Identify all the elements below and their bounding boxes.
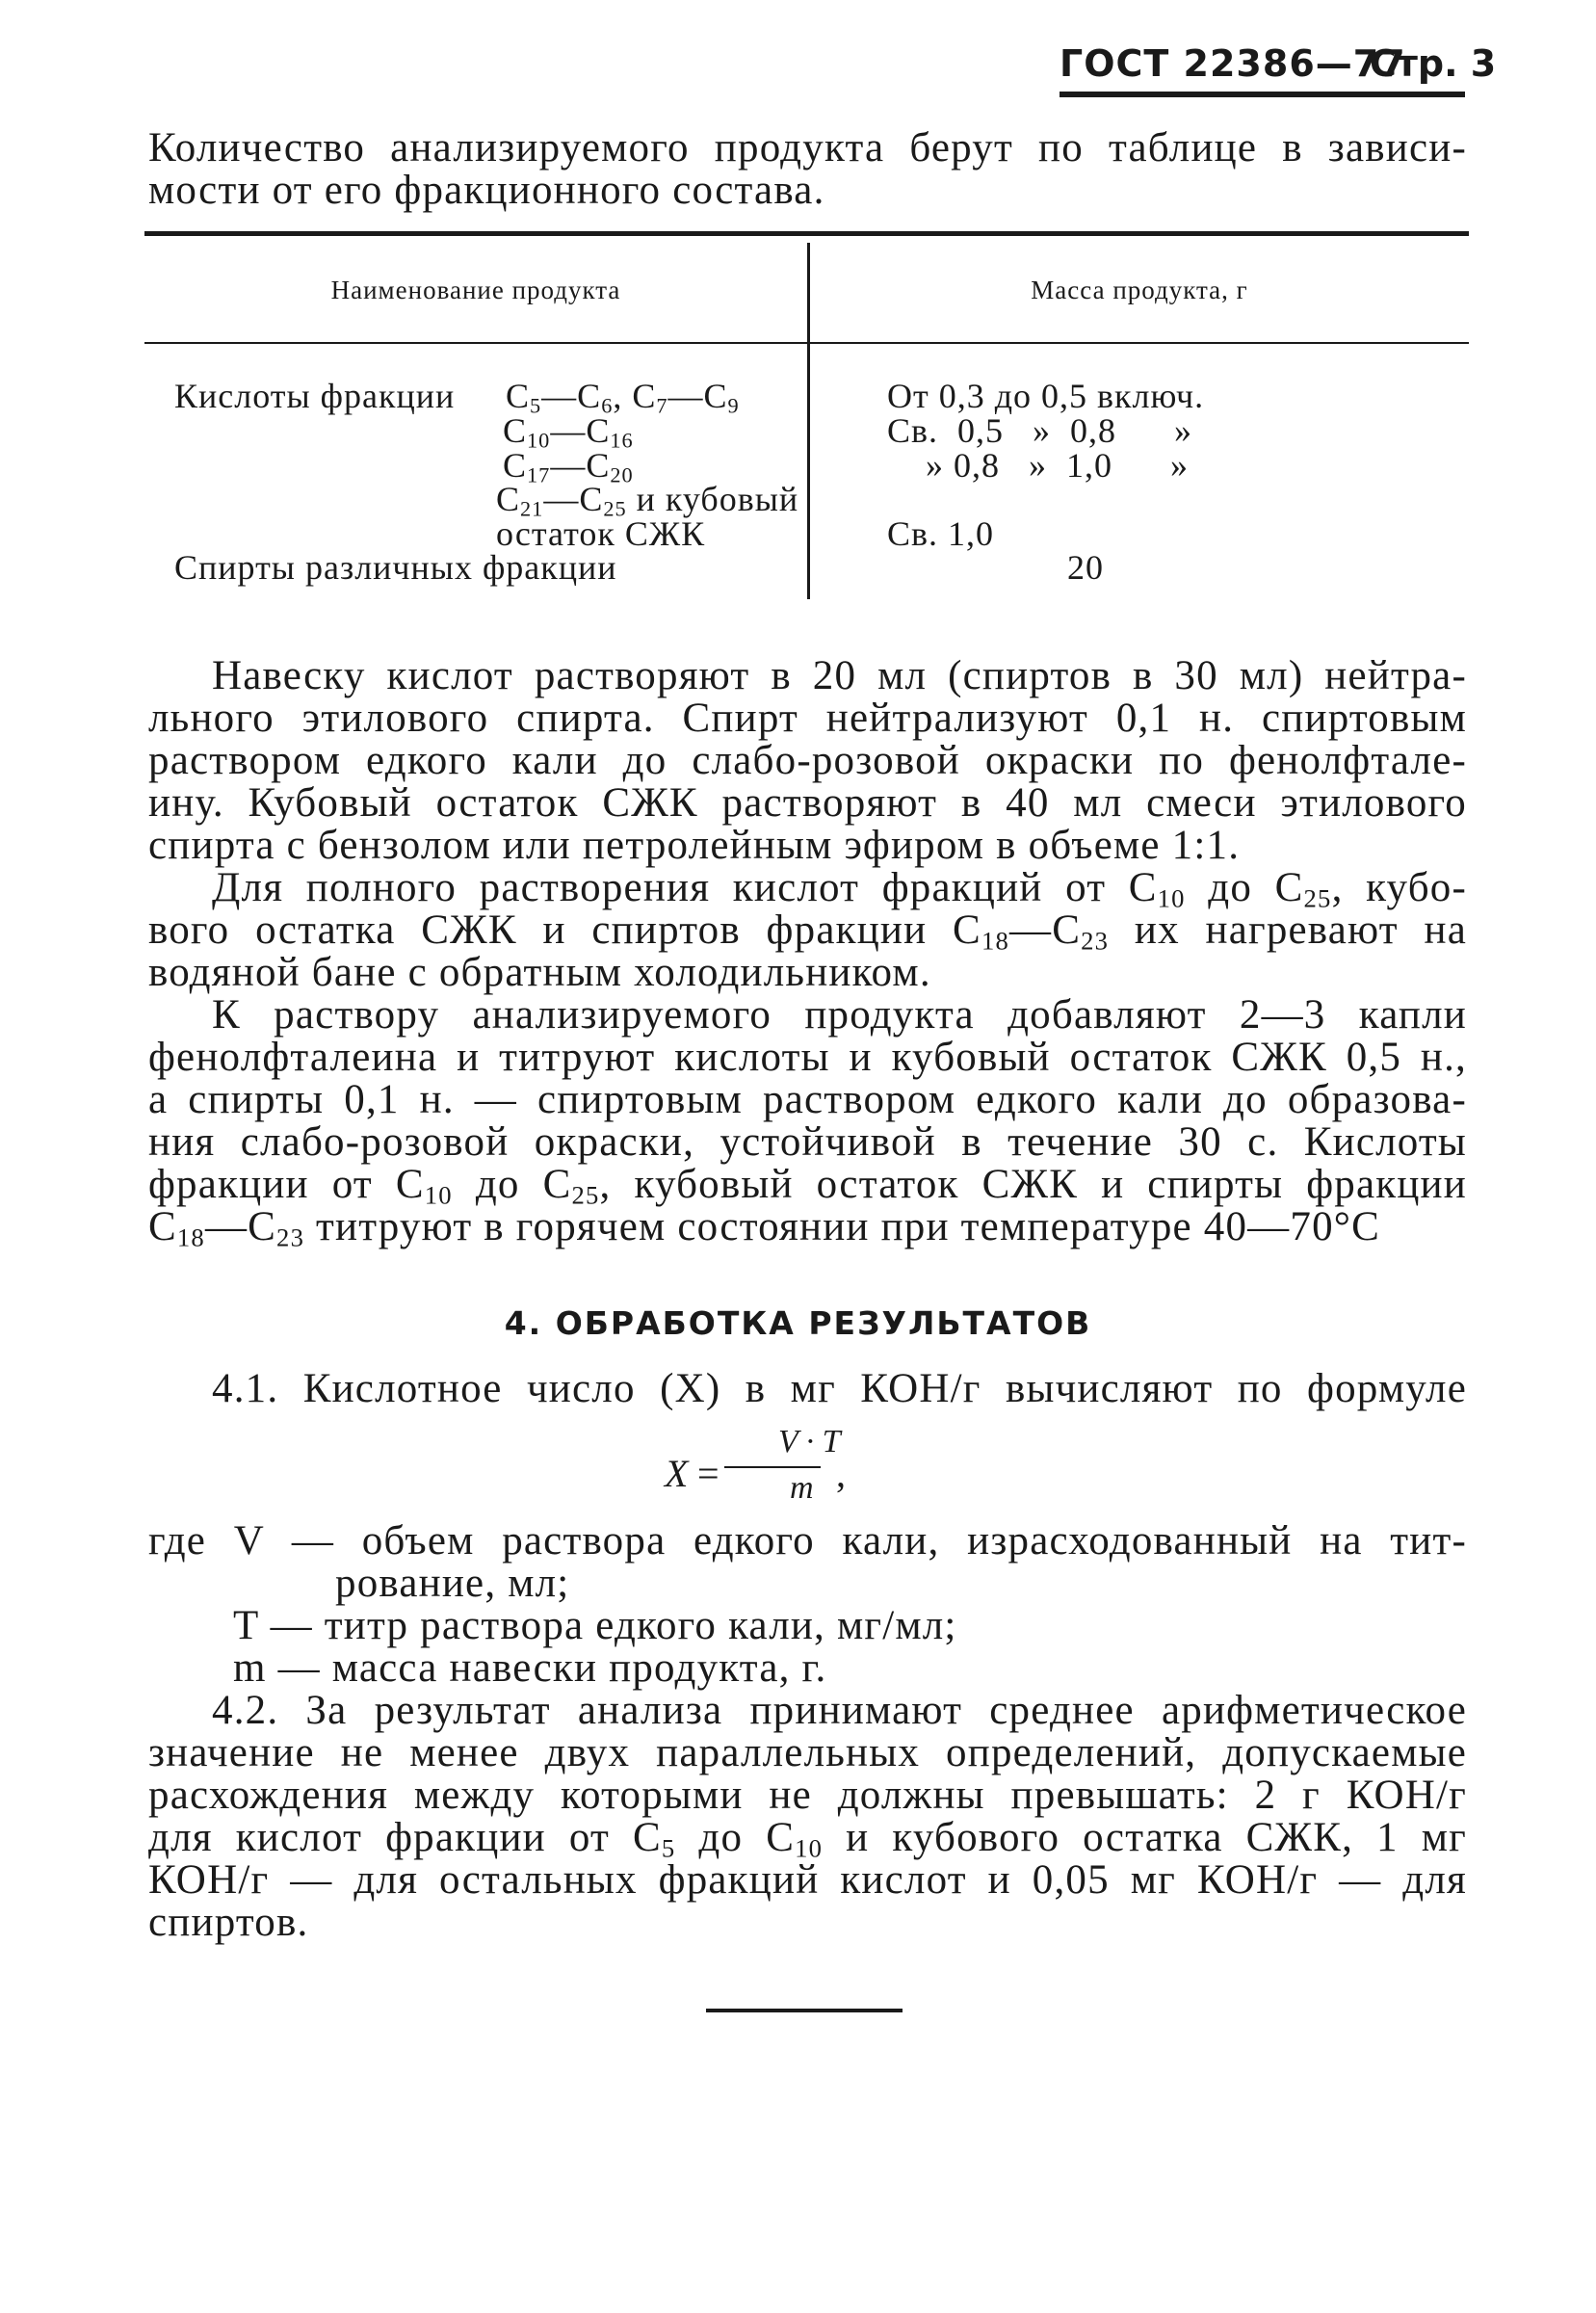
body-line: раствором едкого кали до слабо-розовой окраски по фенолфтале- — [148, 738, 1467, 783]
table-cell-fraction: $C_{17}—C_{20}$ — [503, 446, 634, 487]
body-line: значение не менее двух параллельных определений, допускаемые — [148, 1730, 1467, 1775]
body-line: вого остатка СЖК и спиртов фракции $C_{18}—C_{23}$ их нагревают на — [148, 907, 1467, 956]
formula-lhs: X — [665, 1452, 689, 1495]
table-header-product: Наименование продукта — [330, 276, 621, 304]
acid-number-formula — [665, 1424, 896, 1511]
fraction-bar — [724, 1466, 821, 1468]
sample-mass-table — [144, 231, 1469, 602]
table-cell-mass: От 0,3 до 0,5 включ. — [887, 377, 1205, 415]
body-line: 4.1. Кислотное число (X) в мг КОН/г вычисляют по формуле — [212, 1366, 1467, 1411]
section-heading: 4. ОБРАБОТКА РЕЗУЛЬТАТОВ — [504, 1304, 1092, 1342]
table-cell-mass: Св. 1,0 — [887, 514, 995, 553]
formula-numerator: V · T — [778, 1424, 841, 1459]
body-line: К раствору анализируемого продукта добавляют 2—3 капли — [212, 992, 1467, 1038]
body-line: ину. Кубовый остаток СЖК растворяют в 40 мл смеси этилового — [148, 780, 1467, 826]
table-cell-mass: Св. 0,5 » 0,8 » — [887, 411, 1193, 450]
intro-line-2: мости от его фракционного состава. — [148, 168, 825, 213]
intro-line-1: Количество анализируемого продукта берут по таблице в зависи- — [148, 125, 1467, 171]
table-column-divider — [807, 243, 810, 599]
body-line: спиртов. — [148, 1900, 309, 1945]
formula-equals: = — [697, 1452, 720, 1495]
body-line: для кислот фракции от $C_5$ до $C_{10}$ и кубового остатка СЖК, 1 мг — [148, 1815, 1468, 1863]
definition-line: T — титр раствора едкого кали, мг/мл; — [233, 1603, 957, 1648]
body-line: фенолфталеина и титруют кислоты и кубовый остаток СЖК 0,5 н., — [148, 1035, 1467, 1080]
body-line: а спирты 0,1 н. — спиртовым раствором едкого кали до образова- — [148, 1077, 1467, 1122]
table-cell-fraction: $C_{10}—C_{16}$ — [503, 411, 634, 453]
definition-line: m — масса навески продукта, г. — [233, 1645, 827, 1691]
table-cell-mass: » 0,8 » 1,0 » — [926, 446, 1189, 485]
table-cell-product: Кислоты фракции — [174, 377, 456, 415]
definition-line: рование, мл; — [335, 1561, 570, 1606]
body-line: 4.2. За результат анализа принимают среднее арифметическое — [212, 1688, 1467, 1733]
body-line: расхождения между которыми не должны превышать: 2 г КОН/г — [148, 1773, 1467, 1818]
table-cell-product: Спирты различных фракции — [174, 548, 617, 587]
page-header — [1060, 37, 1503, 94]
table-cell-fraction: $C_{21}—C_{25}$ и кубовый — [496, 480, 799, 521]
formula-comma: , — [836, 1452, 846, 1495]
body-line: КОН/г — для остальных фракций кислот и 0,05 мг КОН/г — для — [148, 1857, 1467, 1903]
body-line: водяной бане с обратным холодильником. — [148, 950, 931, 995]
body-line: Навеску кислот растворяют в 20 мл (спиртов в 30 мл) нейтра- — [212, 653, 1467, 698]
formula-denominator: m — [790, 1470, 814, 1506]
body-line: фракции от $C_{10}$ до $C_{25}$, кубовый остаток СЖК и спирты фракции — [148, 1162, 1467, 1210]
table-header-mass: Масса продукта, г — [1031, 276, 1248, 304]
end-rule — [706, 2009, 903, 2012]
table-cell-mass: 20 — [1067, 548, 1104, 587]
table-top-rule — [144, 231, 1469, 236]
body-line: спирта с бензолом или петролейным эфиром в объеме 1:1. — [148, 823, 1241, 868]
page-number: Стр. 3 — [1370, 42, 1497, 85]
body-line: ния слабо-розовой окраски, устойчивой в течение 30 с. Кислоты — [148, 1119, 1467, 1165]
body-line: $C_{18}—C_{23}$ титруют в горячем состоянии при температуре 40—70°С — [148, 1204, 1381, 1252]
body-line: льного этилового спирта. Спирт нейтрализуют 0,1 н. спиртовым — [148, 696, 1467, 741]
body-line: Для полного растворения кислот фракций от $C_{10}$ до $C_{25}$, кубо- — [212, 865, 1467, 913]
definition-line: где V — объем раствора едкого кали, израсходованный на тит- — [148, 1518, 1467, 1564]
table-cell-fraction: $C_5—C_6$, $C_7—C_9$ — [506, 377, 740, 418]
document-code: ГОСТ 22386—77 — [1060, 42, 1406, 85]
table-cell-fraction: остаток СЖК — [496, 514, 706, 553]
header-rule — [1060, 92, 1465, 97]
